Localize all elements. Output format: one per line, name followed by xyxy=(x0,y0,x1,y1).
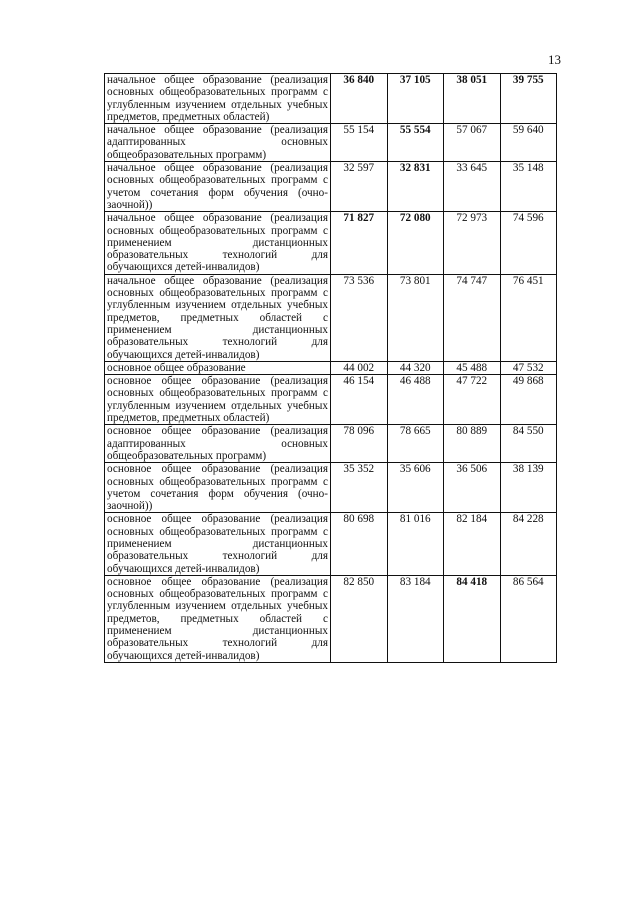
row-description: основное общее образование (реализация основных общеобразовательных программ с учетом сочетания форм обучения (очно-заочной)) xyxy=(105,463,331,513)
value-cell: 36 840 xyxy=(331,74,388,124)
value-cell: 74 747 xyxy=(444,274,501,361)
value-cell: 44 002 xyxy=(331,361,388,374)
page-number: 13 xyxy=(548,52,561,67)
value-cell: 32 597 xyxy=(331,162,388,212)
table-row xyxy=(105,162,557,212)
value-cell: 73 536 xyxy=(331,274,388,361)
value-cell: 86 564 xyxy=(500,575,557,662)
value-cell: 74 596 xyxy=(500,212,557,274)
value-cell: 46 488 xyxy=(387,375,444,425)
value-cell: 82 850 xyxy=(331,575,388,662)
table-row xyxy=(105,74,557,124)
value-cell: 33 645 xyxy=(444,162,501,212)
value-cell: 84 228 xyxy=(500,513,557,575)
value-cell: 55 554 xyxy=(387,124,444,162)
funding-table xyxy=(104,73,557,663)
table-row xyxy=(105,575,557,662)
value-cell: 44 320 xyxy=(387,361,444,374)
value-cell: 78 096 xyxy=(331,425,388,463)
value-cell: 81 016 xyxy=(387,513,444,575)
value-cell: 38 051 xyxy=(444,74,501,124)
row-description: основное общее образование (реализация основных общеобразовательных программ с применением дистанционных образовательных технологий для обучающихся детей-инвалидов) xyxy=(105,513,331,575)
value-cell: 72 973 xyxy=(444,212,501,274)
value-cell: 84 418 xyxy=(444,575,501,662)
value-cell: 49 868 xyxy=(500,375,557,425)
value-cell: 39 755 xyxy=(500,74,557,124)
table-row xyxy=(105,375,557,425)
value-cell: 35 352 xyxy=(331,463,388,513)
value-cell: 38 139 xyxy=(500,463,557,513)
value-cell: 37 105 xyxy=(387,74,444,124)
value-cell: 80 889 xyxy=(444,425,501,463)
row-description: начальное общее образование (реализация основных общеобразовательных программ с учетом сочетания форм обучения (очно-заочной)) xyxy=(105,162,331,212)
value-cell: 36 506 xyxy=(444,463,501,513)
row-description: основное общее образование (реализация основных общеобразовательных программ с углубленным изучением отдельных учебных предметов, предметных областей с применением дистанционных образовательных технологий для обучающихся детей-инвалидов) xyxy=(105,575,331,662)
value-cell: 35 148 xyxy=(500,162,557,212)
value-cell: 55 154 xyxy=(331,124,388,162)
value-cell: 59 640 xyxy=(500,124,557,162)
row-description: основное общее образование xyxy=(105,361,331,374)
row-description: основное общее образование (реализация адаптированных основных общеобразовательных программ) xyxy=(105,425,331,463)
value-cell: 45 488 xyxy=(444,361,501,374)
table-row xyxy=(105,212,557,274)
row-description: основное общее образование (реализация основных общеобразовательных программ с углубленным изучением отдельных учебных предметов, предметных областей) xyxy=(105,375,331,425)
table-row xyxy=(105,361,557,374)
table-row xyxy=(105,463,557,513)
value-cell: 73 801 xyxy=(387,274,444,361)
funding-table-body xyxy=(105,74,557,663)
value-cell: 72 080 xyxy=(387,212,444,274)
value-cell: 47 722 xyxy=(444,375,501,425)
value-cell: 47 532 xyxy=(500,361,557,374)
value-cell: 76 451 xyxy=(500,274,557,361)
table-row xyxy=(105,274,557,361)
row-description: начальное общее образование (реализация основных общеобразовательных программ с углубленным изучением отдельных учебных предметов, предметных областей с применением дистанционных образовательных технологий для обучающихся детей-инвалидов) xyxy=(105,274,331,361)
value-cell: 35 606 xyxy=(387,463,444,513)
table-row xyxy=(105,124,557,162)
value-cell: 46 154 xyxy=(331,375,388,425)
row-description: начальное общее образование (реализация основных общеобразовательных программ с углубленным изучением отдельных учебных предметов, предметных областей) xyxy=(105,74,331,124)
value-cell: 57 067 xyxy=(444,124,501,162)
row-description: начальное общее образование (реализация основных общеобразовательных программ с применением дистанционных образовательных технологий для обучающихся детей-инвалидов) xyxy=(105,212,331,274)
value-cell: 80 698 xyxy=(331,513,388,575)
value-cell: 32 831 xyxy=(387,162,444,212)
value-cell: 84 550 xyxy=(500,425,557,463)
table-row xyxy=(105,425,557,463)
value-cell: 78 665 xyxy=(387,425,444,463)
row-description: начальное общее образование (реализация адаптированных основных общеобразовательных программ) xyxy=(105,124,331,162)
value-cell: 83 184 xyxy=(387,575,444,662)
value-cell: 82 184 xyxy=(444,513,501,575)
table-row xyxy=(105,513,557,575)
value-cell: 71 827 xyxy=(331,212,388,274)
